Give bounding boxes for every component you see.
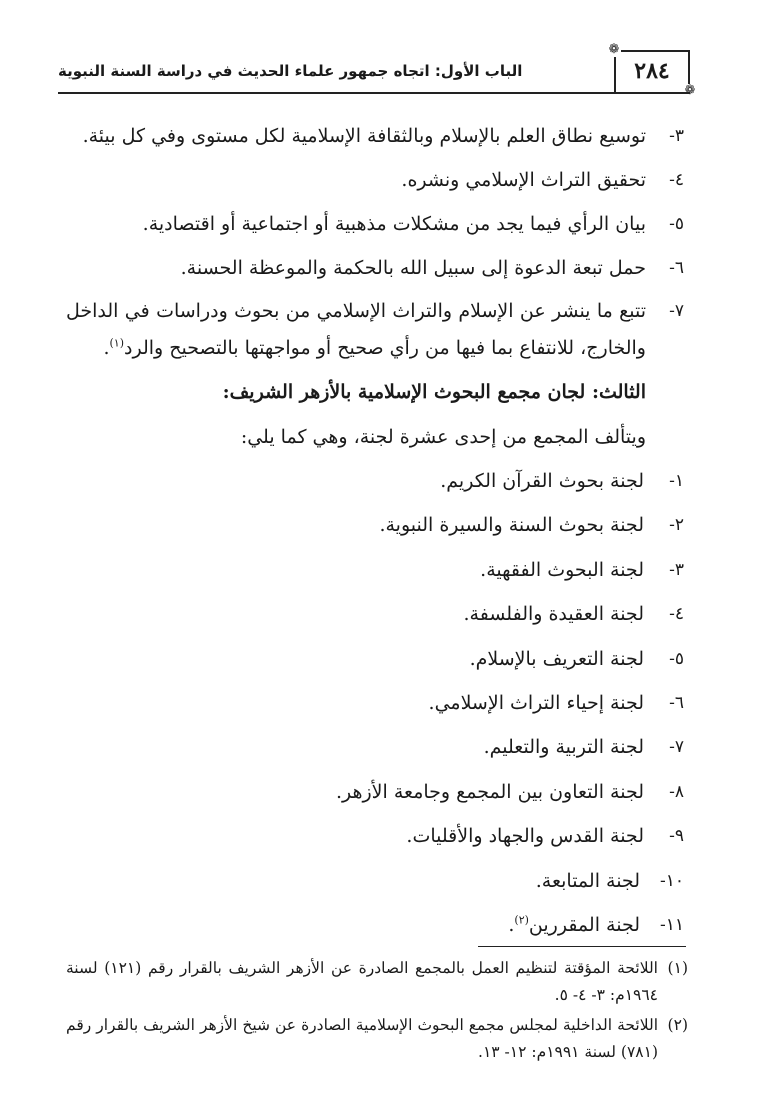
- footnote-separator: [478, 946, 686, 947]
- list-item: ١٠- لجنة المتابعة.: [535, 869, 684, 892]
- list-item: ٦- لجنة إحياء التراث الإسلامي.: [428, 691, 684, 714]
- footnote-text: اللائحة الداخلية لمجلس مجمع البحوث الإسلامية الصادرة عن شيخ الأزهر الشريف بالقرار رقم (٧٨١) لسنة ١٩٩١م: ١٢- ١٣.: [66, 1016, 658, 1061]
- footnote: [66, 1012, 688, 1066]
- header-title: الباب الأول: اتجاه جمهور علماء الحديث في دراسة السنة النبوية: [58, 62, 523, 80]
- footnote: [66, 955, 688, 1009]
- footnote-ref[interactable]: (١): [109, 336, 125, 350]
- main-text: [62, 114, 684, 947]
- list-item: ٧- لجنة التربية والتعليم.: [483, 736, 684, 759]
- section-intro: ويتألف المجمع من إحدى عشرة لجنة، وهي كما يلي:: [240, 426, 646, 448]
- page-number-frame: [608, 42, 696, 98]
- footnote-number: (٢): [667, 1016, 688, 1034]
- ornament-icon: ❁: [608, 42, 620, 57]
- list-item: ٩- لجنة القدس والجهاد والأقليات.: [406, 825, 684, 848]
- list-item: ١- لجنة بحوث القرآن الكريم.: [440, 470, 684, 492]
- list-item: ١١- لجنة المقررين$^{(٢)}$.: [508, 913, 684, 936]
- list-item: ٦- حمل تبعة الدعوة إلى سبيل الله بالحكمة والموعظة الحسنة.: [180, 257, 684, 279]
- list-item: ٥- بيان الرأي فيما يجد من مشكلات مذهبية أو اجتماعية أو اقتصادية.: [142, 213, 684, 235]
- footnotes: [66, 955, 688, 1066]
- list-item: ٣- توسيع نطاق العلم بالإسلام وبالثقافة الإسلامية لكل مستوى وفي كل بيئة.: [82, 125, 684, 147]
- list-item: ٥- لجنة التعريف بالإسلام.: [469, 647, 684, 670]
- list-item: ٤- لجنة العقيدة والفلسفة.: [463, 603, 684, 626]
- header-rule: [58, 92, 690, 94]
- list-item: ٤- تحقيق التراث الإسلامي ونشره.: [401, 169, 684, 191]
- footnote-ref[interactable]: (٢): [514, 913, 529, 927]
- running-header: [58, 42, 696, 98]
- list-item: ٧- تتبع ما ينشر عن الإسلام والتراث الإسلامي من بحوث ودراسات في الداخل والخارج، للانتفاع بما فيها من رأي صحيح أو مواجهتها بالتصحيح والرد$^{(١)}$.: [66, 300, 684, 359]
- list-item: ٢- لجنة بحوث السنة والسيرة النبوية.: [379, 514, 684, 537]
- section-heading: الثالث: لجان مجمع البحوث الإسلامية بالأزهر الشريف:: [222, 381, 646, 403]
- list-item: ٣- لجنة البحوث الفقهية.: [480, 558, 684, 581]
- page-number: ٢٨٤: [634, 58, 670, 84]
- footnote-text: اللائحة المؤقتة لتنظيم العمل بالمجمع الصادرة عن الأزهر الشريف بالقرار رقم (١٢١) لسنة ١٩٦٤م: ٣- ٤- ٥.: [66, 959, 658, 1004]
- list-item: ٨- لجنة التعاون بين المجمع وجامعة الأزهر.: [335, 780, 684, 803]
- ornament-icon: ❁: [684, 83, 696, 98]
- footnote-number: (١): [667, 959, 688, 977]
